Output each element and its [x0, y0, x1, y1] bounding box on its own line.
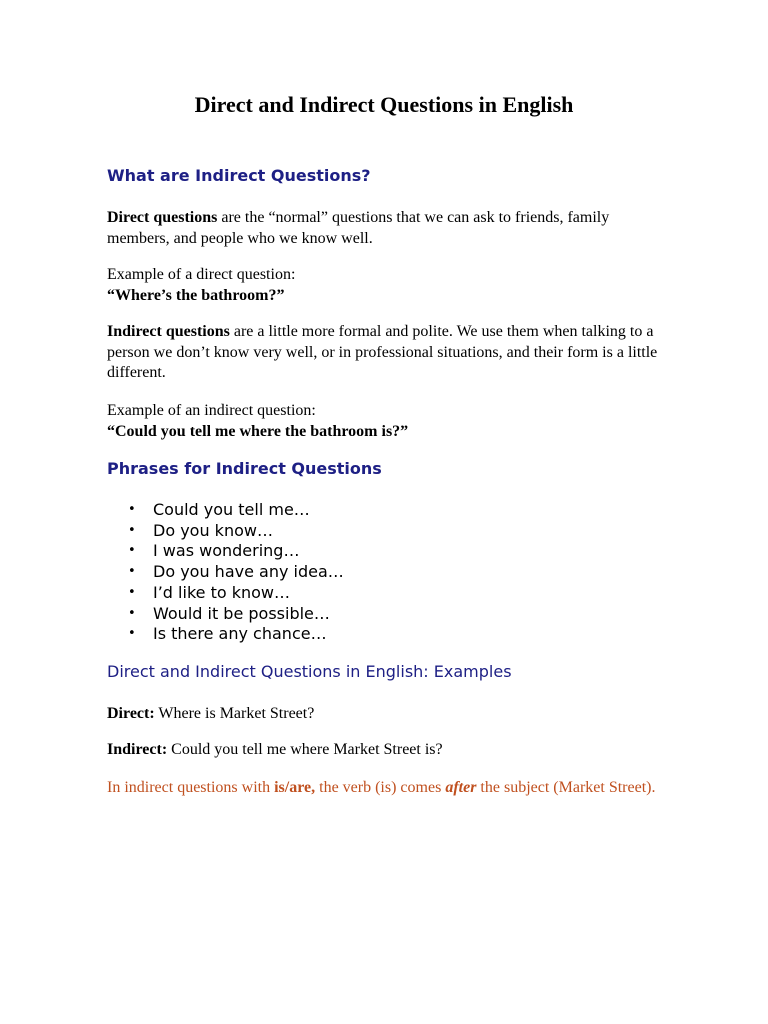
note-text-part2: the verb (is) comes	[319, 779, 442, 796]
direct-example-label: Example of a direct question:	[107, 266, 296, 283]
list-item: • I’d like to know…	[107, 583, 667, 604]
direct-questions-text: are the “normal” questions that we can ask to friends, family members, and people who we know well.	[107, 209, 610, 247]
note-emphasis: after	[445, 779, 477, 796]
indirect-questions-definition	[107, 322, 667, 384]
section-heading-phrases: Phrases for Indirect Questions	[107, 459, 382, 478]
example-indirect-label: Indirect:	[107, 741, 168, 758]
note-bold-term: is/are,	[274, 779, 316, 796]
direct-example-text: “Where’s the bathroom?”	[107, 287, 285, 304]
document-title: Direct and Indirect Questions in English	[194, 92, 574, 117]
grammar-note	[107, 777, 667, 798]
example-indirect-text: Could you tell me where Market Street is?	[171, 741, 443, 758]
indirect-example-label: Example of an indirect question:	[107, 402, 316, 419]
note-text-part1: In indirect questions with	[107, 779, 271, 796]
list-item: • Do you have any idea…	[107, 562, 667, 583]
example-direct	[107, 703, 667, 724]
indirect-questions-term: Indirect questions	[107, 323, 230, 340]
list-item: • Is there any chance…	[107, 624, 667, 645]
section-heading-intro: What are Indirect Questions?	[107, 166, 371, 185]
indirect-question-example	[107, 400, 667, 442]
list-item: • Could you tell me…	[107, 500, 667, 521]
note-text-part3: the subject (Market Street).	[480, 779, 656, 796]
list-item: • I was wondering…	[107, 541, 667, 562]
direct-questions-term: Direct questions	[107, 209, 218, 226]
indirect-example-text: “Could you tell me where the bathroom is?”	[107, 423, 409, 440]
list-item: • Would it be possible…	[107, 604, 667, 625]
section-heading-examples: Direct and Indirect Questions in English: Examples	[107, 662, 512, 681]
direct-question-example	[107, 264, 667, 306]
direct-questions-definition	[107, 207, 667, 249]
example-direct-label: Direct:	[107, 705, 155, 722]
phrases-list	[107, 500, 667, 645]
indirect-questions-text: are a little more formal and polite. We use them when talking to a person we don’t know very well, or in professional situations, and their form is a little different.	[107, 323, 658, 381]
list-item: • Do you know…	[107, 521, 667, 542]
example-direct-text: Where is Market Street?	[158, 705, 315, 722]
example-indirect	[107, 739, 667, 760]
